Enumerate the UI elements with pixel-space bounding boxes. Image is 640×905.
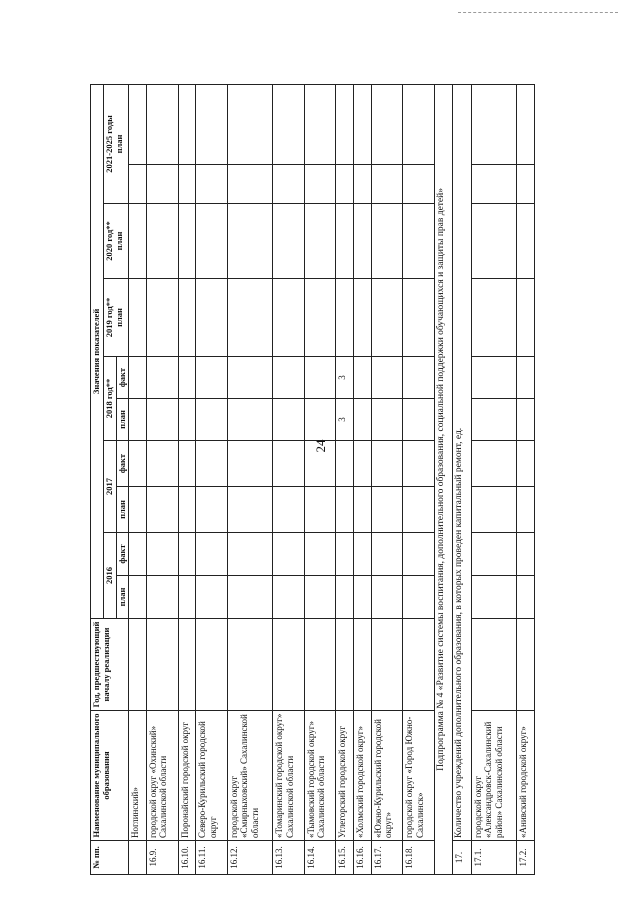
value-cell xyxy=(336,204,354,279)
value-cell xyxy=(471,204,516,279)
value-cell xyxy=(403,84,435,164)
row-number: 16.18. xyxy=(403,841,435,875)
value-cell xyxy=(147,576,179,619)
value-cell xyxy=(196,204,228,279)
value-cell xyxy=(371,357,403,399)
table-row xyxy=(273,84,305,874)
row-number: 17.2. xyxy=(517,841,535,875)
municipality-name: «Южно-Курильский городской округ» xyxy=(371,711,403,841)
value-cell xyxy=(353,279,371,357)
value-cell xyxy=(353,441,371,487)
value-cell xyxy=(147,357,179,399)
value-cell xyxy=(129,576,147,619)
row-number: 16.13. xyxy=(273,841,305,875)
value-cell xyxy=(273,279,305,357)
value-cell xyxy=(129,441,147,487)
value-cell xyxy=(178,357,196,399)
indicator-text: Количество учреждений дополнительного образования, в которых проведен капитальный ремонт, ед. xyxy=(453,84,472,840)
value-cell xyxy=(227,441,272,487)
row-number: 16.12. xyxy=(227,841,272,875)
value-cell xyxy=(304,165,336,204)
value-cell xyxy=(353,204,371,279)
value-cell xyxy=(336,487,354,533)
value-cell xyxy=(227,357,272,399)
value-cell xyxy=(196,279,228,357)
municipality-name: городской округ «Охинский» Сахалинской области xyxy=(147,711,179,841)
header-fact: факт xyxy=(116,441,129,487)
value-cell xyxy=(273,399,305,441)
header-year-2021-2025: 2021-2025 годы план xyxy=(103,84,129,203)
value-cell xyxy=(147,279,179,357)
value-cell xyxy=(273,165,305,204)
value-cell xyxy=(147,165,179,204)
header-year-2019: 2019 год** план xyxy=(103,279,129,357)
value-cell xyxy=(227,279,272,357)
value-cell xyxy=(304,533,336,576)
value-cell xyxy=(304,487,336,533)
value-cell xyxy=(178,279,196,357)
value-cell xyxy=(196,399,228,441)
table-row xyxy=(371,84,403,874)
value-cell xyxy=(371,165,403,204)
municipality-name: городской округ «Александровск-Сахалинский район» Сахалинской области xyxy=(471,711,516,841)
value-cell xyxy=(336,165,354,204)
value-cell xyxy=(196,441,228,487)
value-cell xyxy=(471,84,516,164)
value-cell xyxy=(304,279,336,357)
row-number: 16.10. xyxy=(178,841,196,875)
value-cell xyxy=(471,279,516,357)
municipality-name: «Тымовский городской округ» Сахалинской области xyxy=(304,711,336,841)
value-cell xyxy=(471,487,516,533)
table-row xyxy=(129,84,147,874)
subprogram-title: Подпрограмма № 4 «Развитие системы воспитания, дополнительного образования, социальной поддержки обучающихся и защиты прав детей» xyxy=(434,84,453,874)
value-cell xyxy=(471,357,516,399)
value-cell xyxy=(403,533,435,576)
value-cell xyxy=(304,357,336,399)
value-cell xyxy=(403,204,435,279)
value-cell xyxy=(273,576,305,619)
value-cell xyxy=(371,399,403,441)
value-cell xyxy=(273,533,305,576)
table-row xyxy=(304,84,336,874)
row-number: 17.1. xyxy=(471,841,516,875)
page-number: 24 xyxy=(313,439,328,453)
value-cell xyxy=(336,533,354,576)
municipality-name: Ноглинский» xyxy=(129,711,147,841)
value-cell xyxy=(517,399,535,441)
value-cell xyxy=(129,279,147,357)
value-cell xyxy=(178,441,196,487)
value-cell xyxy=(227,204,272,279)
value-cell xyxy=(227,399,272,441)
row-number: 16.14. xyxy=(304,841,336,875)
table-row xyxy=(227,84,272,874)
header-fact: факт xyxy=(116,357,129,399)
table-row xyxy=(336,84,354,874)
value-cell xyxy=(227,619,272,711)
value-cell xyxy=(178,84,196,164)
value-cell xyxy=(129,84,147,164)
scan-artifact-line xyxy=(458,12,618,13)
value-cell xyxy=(129,533,147,576)
municipality-name: Северо-Курильский городской округ xyxy=(196,711,228,841)
value-cell xyxy=(178,165,196,204)
value-cell xyxy=(147,399,179,441)
row-number: 16.11. xyxy=(196,841,228,875)
value-cell xyxy=(353,576,371,619)
value-cell xyxy=(273,441,305,487)
value-cell xyxy=(129,204,147,279)
value-cell xyxy=(227,487,272,533)
value-cell xyxy=(517,619,535,711)
value-cell xyxy=(353,399,371,441)
value-cell xyxy=(129,357,147,399)
value-cell xyxy=(517,576,535,619)
header-year-2020: 2020 год** план xyxy=(103,204,129,279)
value-cell xyxy=(178,619,196,711)
header-plan: план xyxy=(116,487,129,533)
value-cell xyxy=(178,533,196,576)
value-cell xyxy=(129,487,147,533)
value-cell xyxy=(273,357,305,399)
value-cell xyxy=(371,84,403,164)
value-cell xyxy=(196,487,228,533)
municipality-name: городской округ «Город Южно-Сахалинск» xyxy=(403,711,435,841)
indicator-num: 17. xyxy=(453,841,472,875)
value-cell xyxy=(371,279,403,357)
value-cell xyxy=(147,204,179,279)
municipality-name: «Холмский городской округ» xyxy=(353,711,371,841)
value-cell xyxy=(517,165,535,204)
row-number: 16.16. xyxy=(353,841,371,875)
value-cell xyxy=(196,165,228,204)
municipality-name: Углегорский городской округ xyxy=(336,711,354,841)
header-year-2017: 2017 xyxy=(103,441,116,533)
value-cell xyxy=(304,399,336,441)
header-plan: план xyxy=(116,576,129,619)
value-cell xyxy=(371,441,403,487)
table-row xyxy=(517,84,535,874)
indicators-table xyxy=(90,84,535,875)
header-year-2018: 2018 год** xyxy=(103,357,116,441)
table-row xyxy=(178,84,196,874)
value-cell xyxy=(353,533,371,576)
value-cell xyxy=(147,533,179,576)
value-cell xyxy=(273,84,305,164)
value-cell xyxy=(196,533,228,576)
value-cell xyxy=(273,619,305,711)
value-cell xyxy=(304,576,336,619)
row-number: 16.9. xyxy=(147,841,179,875)
value-cell xyxy=(471,619,516,711)
value-cell xyxy=(304,441,336,487)
value-cell xyxy=(403,487,435,533)
value-cell xyxy=(353,165,371,204)
table-row xyxy=(147,84,179,874)
rotated-table-container xyxy=(90,85,535,875)
municipality-name: «Анивский городской округ» xyxy=(517,711,535,841)
value-cell xyxy=(403,357,435,399)
value-2018-plan: 3 xyxy=(336,399,354,441)
value-cell xyxy=(353,619,371,711)
value-cell xyxy=(304,619,336,711)
value-2018-fact: 3 xyxy=(336,357,354,399)
value-cell xyxy=(336,619,354,711)
header-num: № пп. xyxy=(91,841,129,875)
value-cell xyxy=(227,165,272,204)
value-cell xyxy=(304,204,336,279)
value-cell xyxy=(471,576,516,619)
value-cell xyxy=(336,441,354,487)
value-cell xyxy=(403,441,435,487)
value-cell xyxy=(517,487,535,533)
value-cell xyxy=(227,84,272,164)
value-cell xyxy=(129,619,147,711)
value-cell xyxy=(517,441,535,487)
value-cell xyxy=(517,533,535,576)
value-cell xyxy=(227,533,272,576)
value-cell xyxy=(371,576,403,619)
header-plan: план xyxy=(116,399,129,441)
row-number: 16.15. xyxy=(336,841,354,875)
table-row xyxy=(403,84,435,874)
value-cell xyxy=(147,84,179,164)
value-cell xyxy=(471,165,516,204)
municipality-name: «Томаринский городской округ» Сахалинской области xyxy=(273,711,305,841)
value-cell xyxy=(196,576,228,619)
value-cell xyxy=(196,357,228,399)
header-name: Наименование муниципального образования xyxy=(91,711,129,841)
header-year-2016: 2016 xyxy=(103,533,116,619)
value-cell xyxy=(273,204,305,279)
value-cell xyxy=(371,204,403,279)
value-cell xyxy=(403,279,435,357)
value-cell xyxy=(403,576,435,619)
value-cell xyxy=(371,619,403,711)
value-cell xyxy=(471,533,516,576)
value-cell xyxy=(517,279,535,357)
value-cell xyxy=(196,84,228,164)
value-cell xyxy=(517,204,535,279)
value-cell xyxy=(353,357,371,399)
value-cell xyxy=(336,84,354,164)
value-cell xyxy=(353,84,371,164)
value-cell xyxy=(471,441,516,487)
value-cell xyxy=(336,576,354,619)
value-cell xyxy=(227,576,272,619)
value-cell xyxy=(403,399,435,441)
table-row xyxy=(196,84,228,874)
value-cell xyxy=(178,576,196,619)
value-cell xyxy=(147,441,179,487)
municipality-name: городской округ «Смирныховский» Сахалинской области xyxy=(227,711,272,841)
value-cell xyxy=(517,84,535,164)
header-values-group: Значения показателей xyxy=(91,84,104,618)
row-number xyxy=(129,841,147,875)
value-cell xyxy=(196,619,228,711)
header-fact: факт xyxy=(116,533,129,576)
value-cell xyxy=(304,84,336,164)
value-cell xyxy=(336,279,354,357)
value-cell xyxy=(273,487,305,533)
value-cell xyxy=(129,165,147,204)
value-cell xyxy=(147,619,179,711)
value-cell xyxy=(147,487,179,533)
value-cell xyxy=(178,204,196,279)
value-cell xyxy=(403,619,435,711)
municipality-name: Поронайский городской округ xyxy=(178,711,196,841)
value-cell xyxy=(371,533,403,576)
header-year: Год, предшествующий началу реализации xyxy=(91,619,129,711)
value-cell xyxy=(471,399,516,441)
value-cell xyxy=(129,399,147,441)
table-row xyxy=(471,84,516,874)
value-cell xyxy=(178,487,196,533)
value-cell xyxy=(371,487,403,533)
row-number: 16.17. xyxy=(371,841,403,875)
value-cell xyxy=(403,165,435,204)
value-cell xyxy=(178,399,196,441)
value-cell xyxy=(353,487,371,533)
table-row xyxy=(353,84,371,874)
value-cell xyxy=(517,357,535,399)
